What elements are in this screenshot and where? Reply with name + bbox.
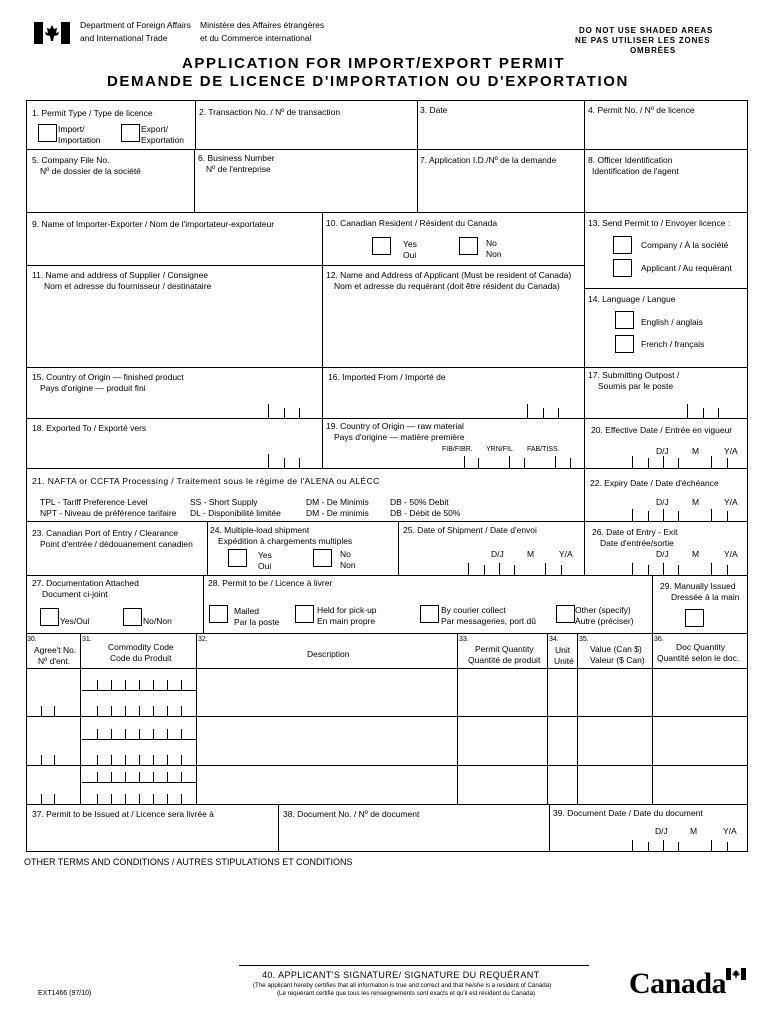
col-description: Description <box>307 649 350 659</box>
fib-label: FIB/FIBR. <box>442 446 473 453</box>
multiload-no-checkbox[interactable] <box>313 549 332 567</box>
title-en: APPLICATION FOR IMPORT/EXPORT PERMIT <box>182 55 566 72</box>
importer-exporter-input[interactable] <box>27 232 321 264</box>
field-25-label: 25. Date of Shipment / Date d'envoi <box>403 525 537 535</box>
canada-flag-icon <box>34 22 70 44</box>
transaction-no-input[interactable] <box>196 117 416 148</box>
col-unit: Unit <box>555 645 571 655</box>
supplier-address-input[interactable] <box>27 294 321 366</box>
field-22-label: 22. Expiry Date / Date d'échéance <box>590 478 719 488</box>
col-agreement-no-fr: Nº d'ent. <box>38 656 71 666</box>
form-number: EXT1466 (97/10) <box>38 990 92 997</box>
field-8-label-fr: Identification de l'agent <box>592 166 679 176</box>
wordmark-flag-icon <box>726 968 746 980</box>
field-5-label: 5. Company File No. <box>32 155 110 165</box>
col-34-num: 34. <box>549 636 559 643</box>
multiload-yes-label: Yes <box>258 550 272 560</box>
field-16-label: 16. Imported From / Importé de <box>328 372 446 382</box>
dept-fr-2: et du Commerce international <box>200 33 312 43</box>
field-24-label: 24. Multiple-load shipment <box>210 525 310 535</box>
entry-month-label: M <box>692 549 700 559</box>
dept-fr-1: Ministère des Affaires étrangères <box>200 20 325 30</box>
col-32-num: 32. <box>198 636 208 643</box>
field-27-label: 27. Documentation Attached <box>32 578 139 588</box>
col-value-fr: Valeur ($ Can) <box>590 655 645 665</box>
send-applicant-checkbox[interactable] <box>613 259 632 277</box>
field-24-label-fr: Expédition à chargements multiples <box>218 536 353 546</box>
table-row[interactable] <box>26 668 748 716</box>
field-8-label: 8. Officer Identification <box>588 155 673 165</box>
col-commodity-code-fr: Code du Produit <box>110 653 172 663</box>
held-label-fr: En main propre <box>317 616 376 626</box>
docdate-year-label: Y/A <box>723 826 737 836</box>
other-label: Other (specify) <box>575 605 631 615</box>
entry-year-label: Y/A <box>724 549 738 559</box>
col-agreement-no: Agree't No. <box>34 645 77 655</box>
french-checkbox[interactable] <box>615 335 634 353</box>
send-company-label: Company / À la société <box>641 240 729 250</box>
mailed-label: Mailed <box>234 606 260 616</box>
entry-day-label: D/J <box>656 549 669 559</box>
dm-label-fr: DM - De minimis <box>306 508 369 518</box>
signature-cert-en: (The applicant hereby certifies that all information is true and correct and that he/she is a resident of Canada) <box>253 982 552 989</box>
docdate-day-label: D/J <box>655 826 668 836</box>
courier-label-fr: Par messageries, port dû <box>441 616 536 626</box>
resident-yes-label: Yes <box>403 239 417 249</box>
field-21-label: 21. NAFTA or CCFTA Processing / Traitement sous le régime de l'ALENA ou ALÉCC <box>32 476 380 486</box>
col-commodity-code: Commodity Code <box>108 642 174 652</box>
field-19-label-fr: Pays d'origine — matière première <box>334 432 465 442</box>
field-7-label: 7. Application I.D./Nº de la demande <box>420 155 557 165</box>
field-26-label-fr: Date d'entrée/sortie <box>600 538 674 548</box>
field-1-label: 1. Permit Type / Type de licence <box>32 108 153 118</box>
other-label-fr: Autre (préciser) <box>575 616 634 626</box>
expiry-month-label: M <box>692 497 700 507</box>
col-36-num: 36. <box>654 636 664 643</box>
multiload-no-label: No <box>340 549 351 559</box>
held-checkbox[interactable] <box>295 605 314 623</box>
field-15-label: 15. Country of Origin — finished product <box>32 372 184 382</box>
effective-year-label: Y/A <box>724 446 738 456</box>
applicant-address-input[interactable] <box>323 294 583 366</box>
courier-checkbox[interactable] <box>420 605 439 623</box>
table-row[interactable] <box>26 765 748 804</box>
dept-en-1: Department of Foreign Affairs <box>80 20 191 30</box>
field-20-label: 20. Effective Date / Entrée en vigueur <box>591 425 733 435</box>
dept-en-2: and International Trade <box>80 33 168 43</box>
shipment-year-label: Y/A <box>559 549 573 559</box>
export-label: Export/ <box>141 124 168 134</box>
field-3-label: 3. Date <box>420 105 448 115</box>
mailed-label-fr: Par la poste <box>234 617 280 627</box>
signature-cert-fr: (Le requérant certifie que tous les renseignements sont exacts et qu'il est résident du Canada) <box>277 990 536 997</box>
export-checkbox[interactable] <box>121 124 140 142</box>
field-12-label: 12. Name and Address of Applicant (Must be resident of Canada) <box>326 270 572 280</box>
field-9-label: 9. Name of Importer-Exporter / Nom de l'importateur-exportateur <box>32 219 275 229</box>
send-applicant-label: Applicant / Au requérant <box>641 263 732 273</box>
shipment-day-label: D/J <box>491 549 504 559</box>
business-number-input[interactable] <box>196 178 416 211</box>
npt-label: NPT - Niveau de préférence tarifaire <box>40 508 177 518</box>
db-label: DB - 50% Debit <box>390 497 449 507</box>
import-label: Import/ <box>58 124 85 134</box>
shaded-note-3: OMBRÉES <box>630 46 677 55</box>
field-11-label: 11. Name and address of Supplier / Consignee <box>32 270 209 280</box>
resident-yes-checkbox[interactable] <box>372 237 391 255</box>
multiload-yes-label-fr: Oui <box>258 561 272 571</box>
col-35-num: 35. <box>579 636 589 643</box>
col-permit-quantity: Permit Quantity <box>475 644 534 654</box>
field-38-label: 38. Document No. / Nº de document <box>283 809 420 819</box>
import-label-fr: Importation <box>58 135 101 145</box>
field-13-label: 13. Send Permit to / Envoyer licence : <box>588 218 731 228</box>
field-39-label: 39. Document Date / Date du document <box>553 808 703 818</box>
field-10-label: 10. Canadian Resident / Résident du Canada <box>326 218 498 228</box>
field-11-label-fr: Nom et adresse du fournisseur / destinataire <box>44 281 212 291</box>
field-15-label-fr: Pays d'origine — produit fini <box>40 383 146 393</box>
courier-label: By courier collect <box>441 605 506 615</box>
other-checkbox[interactable] <box>556 605 575 623</box>
field-5-label-fr: Nº de dossier de la société <box>40 166 141 176</box>
english-checkbox[interactable] <box>615 311 634 329</box>
yrn-label: YRN/FIL <box>486 446 513 453</box>
expiry-day-label: D/J <box>656 497 669 507</box>
shaded-note-1: DO NOT USE SHADED AREAS <box>579 26 714 35</box>
field-18-label: 18. Exported To / Exporté vers <box>32 423 147 433</box>
document-no-input[interactable] <box>279 820 548 851</box>
resident-no-label: No <box>486 238 497 248</box>
col-permit-quantity-fr: Quantité de produit <box>468 655 541 665</box>
permit-no-input[interactable] <box>585 117 747 148</box>
date-input[interactable] <box>418 117 583 148</box>
ss-label: SS - Short Supply <box>190 497 258 507</box>
mailed-checkbox[interactable] <box>209 605 228 623</box>
field-26-label: 26. Date of Entry - Exit <box>592 527 678 537</box>
canada-wordmark: Canada <box>629 967 727 1000</box>
company-file-input[interactable] <box>27 178 193 211</box>
field-4-label: 4. Permit No. / Nº de licence <box>588 105 695 115</box>
field-19-label: 19. Country of Origin — raw material <box>326 421 464 431</box>
signature-line[interactable] <box>239 940 589 965</box>
col-33-num: 33. <box>459 636 469 643</box>
tpl-label: TPL - Tariff Preference Level <box>40 497 148 507</box>
col-31-num: 31. <box>82 636 92 643</box>
export-label-fr: Exportation <box>141 135 184 145</box>
field-17-label-fr: Soumis par le poste <box>598 381 674 391</box>
db-label-fr: DB - Débit de 50% <box>390 508 461 518</box>
field-28-label: 28. Permit to be / Licence à livrer <box>208 578 333 588</box>
multiload-no-label-fr: Non <box>340 560 356 570</box>
col-doc-quantity-fr: Quantité selon le doc. <box>657 653 740 663</box>
field-6-label: 6. Business Number <box>198 153 275 163</box>
dl-label: DL - Disponibilité limitée <box>190 508 281 518</box>
english-label: English / anglais <box>641 317 703 327</box>
col-doc-quantity: Doc Quantity <box>676 642 726 652</box>
application-id-input[interactable] <box>418 178 583 211</box>
table-row[interactable] <box>26 716 748 765</box>
col-unit-fr: Unité <box>554 656 574 666</box>
manually-issued-checkbox[interactable] <box>685 609 704 627</box>
col-30-num: 30. <box>27 636 37 643</box>
send-company-checkbox[interactable] <box>613 236 632 254</box>
issued-at-input[interactable] <box>27 820 277 851</box>
signature-title: 40. APPLICANT'S SIGNATURE/ SIGNATURE DU REQUÉRANT <box>262 970 540 980</box>
shaded-note-2: NE PAS UTILISER LES ZONES <box>575 36 711 45</box>
effective-month-label: M <box>692 446 700 456</box>
docs-yes-checkbox[interactable] <box>40 608 59 626</box>
docs-no-label: No/Non <box>143 616 172 626</box>
expiry-year-label: Y/A <box>724 497 738 507</box>
held-label: Held for pick-up <box>317 605 377 615</box>
field-14-label: 14. Language / Langue <box>588 294 676 304</box>
field-6-label-fr: Nº de l'entreprise <box>206 164 271 174</box>
field-29-label: 29. Manually Issued <box>660 581 736 591</box>
import-checkbox[interactable] <box>38 124 57 142</box>
effective-day-label: D/J <box>656 446 669 456</box>
field-17-label: 17. Submitting Outpost / <box>588 370 680 380</box>
french-label: French / français <box>641 339 705 349</box>
resident-no-label-fr: Non <box>486 249 502 259</box>
docs-yes-label: Yes/Oui <box>60 616 90 626</box>
docdate-month-label: M <box>690 826 698 836</box>
col-value: Value (Can $) <box>590 644 642 654</box>
multiload-yes-checkbox[interactable] <box>228 549 247 567</box>
field-2-label: 2. Transaction No. / Nº de transaction <box>199 107 341 117</box>
docs-no-checkbox[interactable] <box>123 608 142 626</box>
title-fr: DEMANDE DE LICENCE D'IMPORTATION OU D'EXPORTATION <box>107 73 629 90</box>
other-terms-heading: OTHER TERMS AND CONDITIONS / AUTRES STIPULATIONS ET CONDITIONS <box>24 857 353 867</box>
shipment-month-label: M <box>527 549 535 559</box>
field-29-label-fr: Dressée à la main <box>671 592 740 602</box>
field-23-label-fr: Point d'entrée / dédouanement canadien <box>40 539 193 549</box>
dm-label: DM - De Minimis <box>306 497 369 507</box>
field-12-label-fr: Nom et adresse du requérant (doit être résident du Canada) <box>334 281 560 291</box>
resident-no-checkbox[interactable] <box>459 237 478 255</box>
fab-label: FAB/TISS. <box>527 446 560 453</box>
field-27-label-fr: Document ci-joint <box>42 589 108 599</box>
field-37-label: 37. Permit to be Issued at / Licence sera livrée à <box>32 809 214 819</box>
resident-yes-label-fr: Oui <box>403 250 417 260</box>
field-23-label: 23. Canadian Port of Entry / Clearance <box>32 528 178 538</box>
